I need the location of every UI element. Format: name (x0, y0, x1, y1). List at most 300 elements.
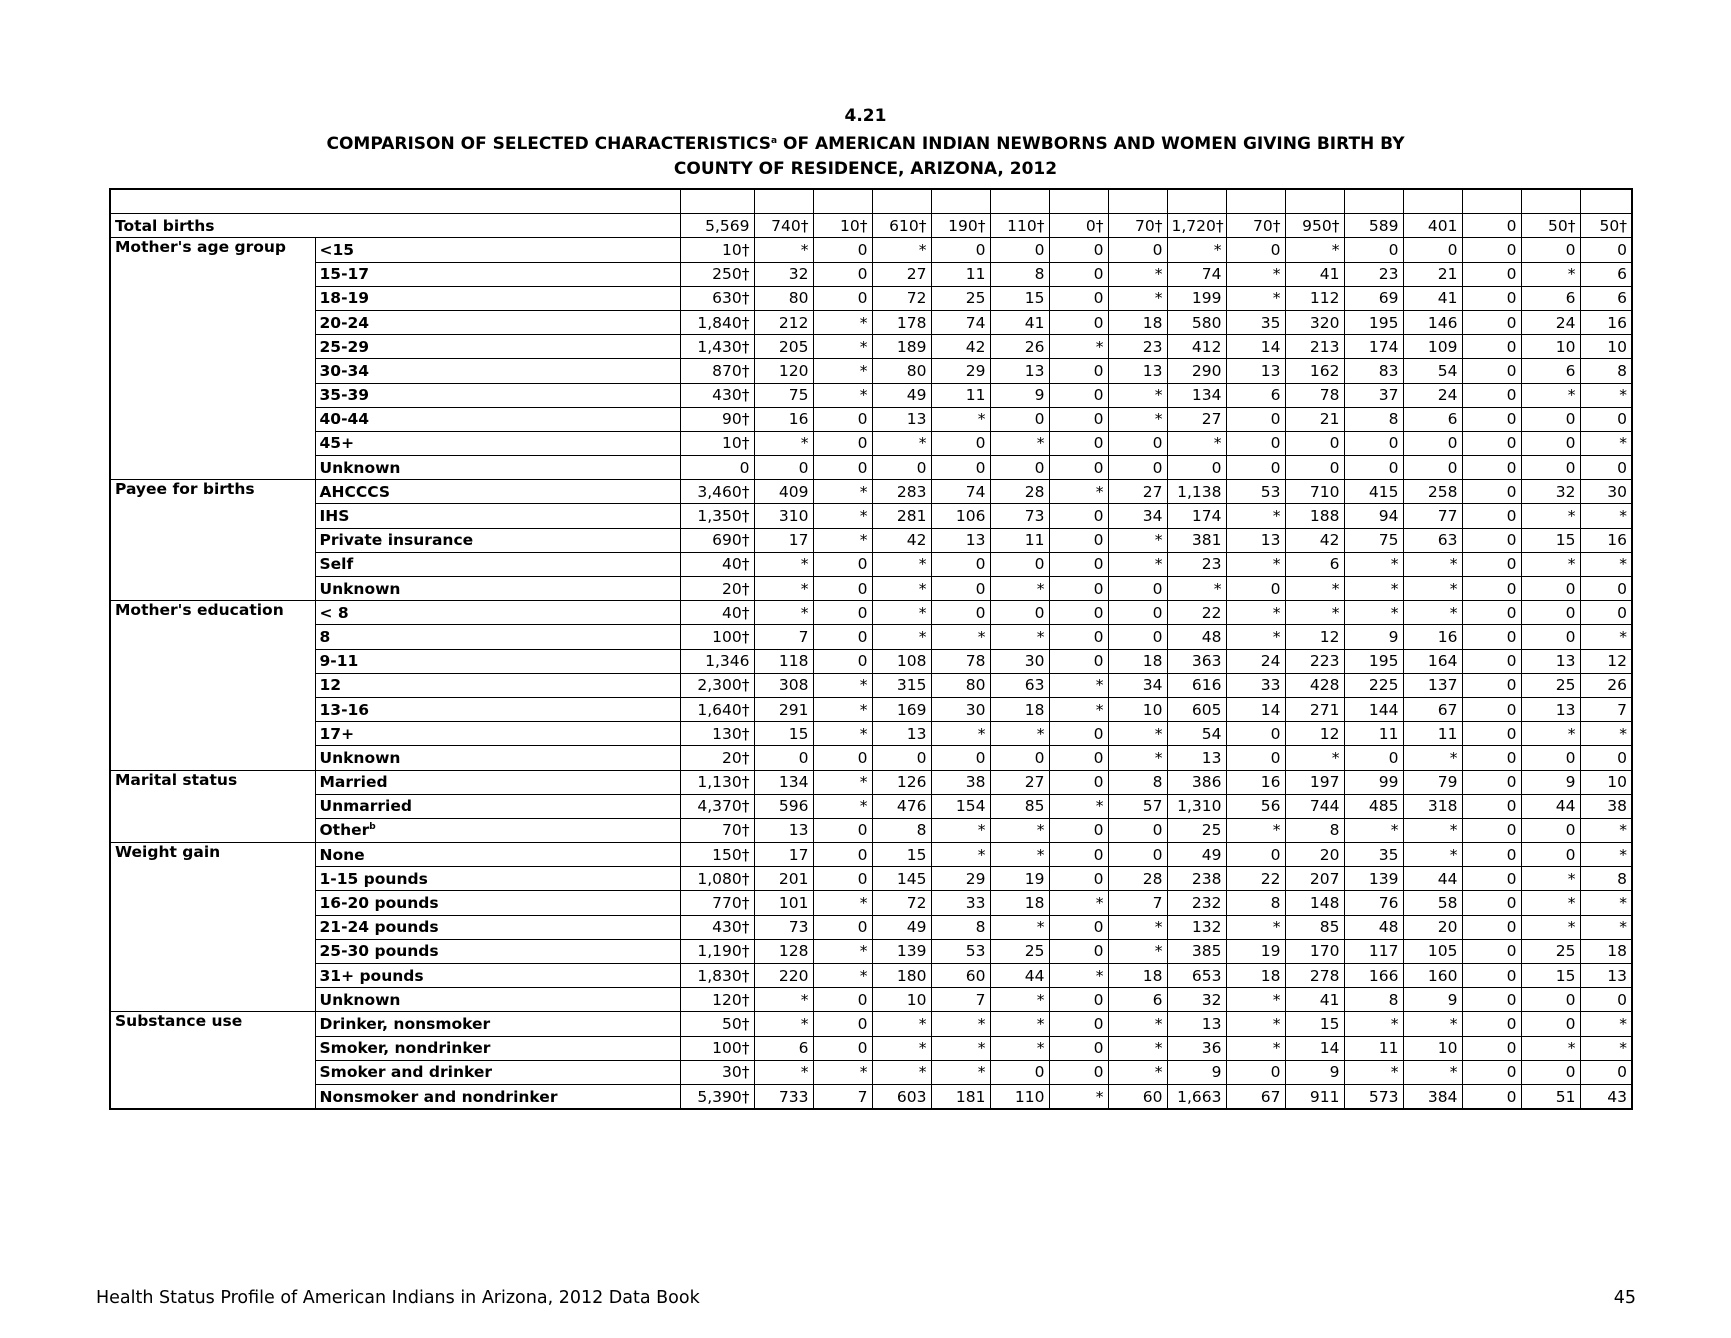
row-label: Total births (110, 214, 680, 238)
row-label (315, 1012, 680, 1036)
table-cell: * (990, 431, 1049, 455)
table-cell: * (813, 697, 872, 721)
table-cell: 0 (1521, 456, 1580, 480)
table-cell: 0 (1462, 818, 1521, 842)
row-label-text: 25-30 pounds (319, 942, 439, 961)
table-cell: 0 (990, 238, 1049, 262)
table-cell: * (754, 1012, 813, 1036)
table-cell: 144 (1344, 697, 1403, 721)
table-cell: 67 (1226, 1084, 1285, 1109)
table-cell: 48 (1344, 915, 1403, 939)
table-cell: 0 (931, 456, 990, 480)
table-cell: 13 (1580, 964, 1632, 988)
table-cell: 25 (1167, 818, 1226, 842)
table-cell: 386 (1167, 770, 1226, 794)
table-cell: 0 (931, 552, 990, 576)
table-cell: * (1285, 577, 1344, 601)
table-cell: * (1108, 1036, 1167, 1060)
row-label-text: 13-16 (319, 700, 370, 719)
table-cell: 8 (872, 818, 931, 842)
table-cell: * (1521, 383, 1580, 407)
table-cell: 0 (1462, 504, 1521, 528)
table-cell: * (813, 335, 872, 359)
table-cell: 0 (1049, 262, 1108, 286)
row-label-footnote: b (369, 822, 376, 833)
table-cell: * (813, 528, 872, 552)
table-title (0, 104, 1731, 182)
table-cell: 19 (990, 867, 1049, 891)
table-cell: 0 (1521, 1012, 1580, 1036)
table-cell: 0 (813, 407, 872, 431)
table-cell: 13 (872, 407, 931, 431)
category-label: Payee for births (110, 480, 315, 601)
row-label-text: Drinker, nonsmoker (319, 1014, 491, 1033)
table-cell: 0 (1403, 456, 1462, 480)
table-cell: 6 (1580, 286, 1632, 310)
table-cell: 150† (680, 843, 754, 867)
table-cell: 70† (1108, 214, 1167, 238)
table-cell: 35 (1226, 310, 1285, 334)
table-cell: 20 (1285, 843, 1344, 867)
table-cell: 139 (872, 939, 931, 963)
title-line-2: COUNTY OF RESIDENCE, ARIZONA, 2012 (673, 159, 1058, 179)
table-cell: * (1403, 601, 1462, 625)
table-cell: 1,190† (680, 939, 754, 963)
table-cell: * (1403, 577, 1462, 601)
table-cell: 77 (1403, 504, 1462, 528)
table-row (110, 1012, 1632, 1036)
table-cell: 139 (1344, 867, 1403, 891)
table-cell: 13 (1108, 359, 1167, 383)
table-cell: 27 (1167, 407, 1226, 431)
table-cell: 1,663 (1167, 1084, 1226, 1109)
table-cell: 0 (1462, 722, 1521, 746)
table-cell: 1,080† (680, 867, 754, 891)
table-cell: 5,569 (680, 214, 754, 238)
table-cell: 0 (1462, 431, 1521, 455)
table-cell: 589 (1344, 214, 1403, 238)
row-label-text: None (319, 845, 365, 864)
table-cell: * (1226, 601, 1285, 625)
table-cell: * (1580, 722, 1632, 746)
table-cell: * (754, 1060, 813, 1084)
table-cell: 0 (1049, 818, 1108, 842)
table-cell: * (813, 891, 872, 915)
table-cell: * (990, 1012, 1049, 1036)
table-cell: * (813, 794, 872, 818)
table-cell: 0 (1226, 1060, 1285, 1084)
table-cell: 0 (1285, 456, 1344, 480)
table-cell: 320 (1285, 310, 1344, 334)
table-cell: 57 (1108, 794, 1167, 818)
table-cell: 22 (1167, 601, 1226, 625)
table-cell: 6 (1285, 552, 1344, 576)
column-header (1226, 189, 1285, 214)
category-label: Mother's age group (110, 238, 315, 480)
table-cell: 44 (1403, 867, 1462, 891)
table-cell: 0 (931, 238, 990, 262)
table-row (110, 891, 1632, 915)
table-cell: 12 (1580, 649, 1632, 673)
table-cell: 7 (813, 1084, 872, 1109)
table-cell: 10 (1108, 697, 1167, 721)
table-cell: * (1580, 843, 1632, 867)
table-cell: 80 (872, 359, 931, 383)
table-cell: 770† (680, 891, 754, 915)
table-cell: 0 (1462, 649, 1521, 673)
table-cell: * (1521, 915, 1580, 939)
table-cell: * (1108, 939, 1167, 963)
table-cell: 0 (1049, 625, 1108, 649)
table-cell: 0 (1108, 625, 1167, 649)
table-cell: * (1403, 1060, 1462, 1084)
table-cell: 73 (990, 504, 1049, 528)
table-cell: 0 (1285, 431, 1344, 455)
table-cell: * (813, 1060, 872, 1084)
table-cell: 32 (1167, 988, 1226, 1012)
table-cell: 20† (680, 577, 754, 601)
table-cell: 17 (754, 528, 813, 552)
table-cell: 0 (813, 818, 872, 842)
table-cell: 1,430† (680, 335, 754, 359)
table-cell: 0 (1049, 1012, 1108, 1036)
table-cell: * (1108, 407, 1167, 431)
table-cell: 1,830† (680, 964, 754, 988)
table-cell: 11 (1344, 1036, 1403, 1060)
table-cell: 430† (680, 383, 754, 407)
table-cell: 162 (1285, 359, 1344, 383)
table-cell: 101 (754, 891, 813, 915)
table-cell: 0 (1462, 601, 1521, 625)
table-cell: 0 (1226, 431, 1285, 455)
row-label (315, 359, 680, 383)
table-cell: * (1344, 1060, 1403, 1084)
table-cell: 28 (990, 480, 1049, 504)
table-cell: 0 (813, 867, 872, 891)
table-cell: 83 (1344, 359, 1403, 383)
table-cell: 180 (872, 964, 931, 988)
table-cell: 30 (1580, 480, 1632, 504)
table-cell: 9 (1285, 1060, 1344, 1084)
table-cell: * (813, 504, 872, 528)
table-cell: 0 (1226, 722, 1285, 746)
table-cell: 16 (1580, 528, 1632, 552)
table-cell: * (1049, 697, 1108, 721)
table-cell: 174 (1344, 335, 1403, 359)
table-cell: 0 (1462, 383, 1521, 407)
row-label-text: < 8 (319, 603, 349, 622)
table-cell: * (872, 625, 931, 649)
table-cell: 0 (1462, 625, 1521, 649)
table-row (110, 577, 1632, 601)
table-cell: 11 (931, 262, 990, 286)
table-cell: 0 (1462, 697, 1521, 721)
column-header (1167, 189, 1226, 214)
table-cell: 105 (1403, 939, 1462, 963)
title-footnote-a: a (771, 136, 778, 146)
table-cell: * (1049, 673, 1108, 697)
row-label-text: 1-15 pounds (319, 869, 428, 888)
table-cell: * (813, 964, 872, 988)
table-cell: * (1580, 915, 1632, 939)
table-cell: 740† (754, 214, 813, 238)
table-cell: 0 (813, 988, 872, 1012)
table-row (110, 552, 1632, 576)
table-cell: 10 (1403, 1036, 1462, 1060)
table-cell: 27 (1108, 480, 1167, 504)
table-cell: 0 (1462, 867, 1521, 891)
table-cell: 0 (813, 843, 872, 867)
table-row (110, 335, 1632, 359)
table-cell: * (813, 480, 872, 504)
table-cell: 148 (1285, 891, 1344, 915)
table-cell: 6 (1521, 286, 1580, 310)
table-cell: 25 (1521, 939, 1580, 963)
table-cell: 0 (990, 407, 1049, 431)
table-cell: 605 (1167, 697, 1226, 721)
table-cell: 7 (1108, 891, 1167, 915)
row-label-text: Nonsmoker and nondrinker (319, 1087, 558, 1106)
table-cell: * (1049, 480, 1108, 504)
table-cell: 73 (754, 915, 813, 939)
table-cell: 9 (1403, 988, 1462, 1012)
table-cell: 0 (1049, 649, 1108, 673)
table-cell: 0 (1049, 1060, 1108, 1084)
table-cell: * (990, 577, 1049, 601)
table-cell: 30 (931, 697, 990, 721)
table-cell: * (1403, 552, 1462, 576)
table-cell: * (1108, 915, 1167, 939)
table-cell: 0 (1049, 286, 1108, 310)
row-label (315, 1036, 680, 1060)
table-cell: 18 (1108, 964, 1167, 988)
table-cell: 0 (1049, 1036, 1108, 1060)
table-cell: * (872, 1012, 931, 1036)
table-cell: 18 (990, 891, 1049, 915)
column-header (872, 189, 931, 214)
table-cell: 0 (1580, 456, 1632, 480)
table-cell: 690† (680, 528, 754, 552)
table-cell: 0† (1049, 214, 1108, 238)
row-label-text: 40-44 (319, 410, 370, 429)
table-cell: 0 (1226, 407, 1285, 431)
table-cell: 11 (1344, 722, 1403, 746)
table-cell: 0 (931, 431, 990, 455)
table-cell: * (1108, 528, 1167, 552)
table-cell: 0 (1108, 818, 1167, 842)
table-cell: 0 (1403, 238, 1462, 262)
table-cell: 13 (1226, 359, 1285, 383)
table-cell: 33 (1226, 673, 1285, 697)
table-cell: 78 (931, 649, 990, 673)
table-cell: 0 (1049, 939, 1108, 963)
row-label (315, 456, 680, 480)
table-number: 4.21 (844, 106, 887, 126)
table-cell: 63 (1403, 528, 1462, 552)
table-cell: 38 (931, 770, 990, 794)
table-cell: 10 (1580, 335, 1632, 359)
table-cell: 27 (990, 770, 1049, 794)
table-cell: 25 (990, 939, 1049, 963)
table-cell: * (1108, 746, 1167, 770)
table-cell: 258 (1403, 480, 1462, 504)
table-cell: 130† (680, 722, 754, 746)
table-cell: * (754, 552, 813, 576)
table-cell: 0 (1462, 528, 1521, 552)
table-cell: 0 (1462, 746, 1521, 770)
table-cell: 0 (1521, 407, 1580, 431)
table-row (110, 431, 1632, 455)
table-cell: 1,130† (680, 770, 754, 794)
table-cell: * (990, 915, 1049, 939)
table-cell: 0 (1462, 843, 1521, 867)
row-label-text: 21-24 pounds (319, 918, 439, 937)
row-label-text: Other (319, 821, 370, 840)
row-label-text: Unknown (319, 990, 401, 1009)
table-row (110, 964, 1632, 988)
table-cell: * (1580, 1036, 1632, 1060)
table-cell: 15 (872, 843, 931, 867)
row-label (315, 480, 680, 504)
table-row (110, 383, 1632, 407)
table-row (110, 359, 1632, 383)
row-label (315, 238, 680, 262)
table-cell: 36 (1167, 1036, 1226, 1060)
table-cell: 15 (990, 286, 1049, 310)
table-cell: * (813, 722, 872, 746)
table-cell: 6 (1521, 359, 1580, 383)
table-cell: 109 (1403, 335, 1462, 359)
table-cell: 169 (872, 697, 931, 721)
table-cell: 27 (872, 262, 931, 286)
column-header (990, 189, 1049, 214)
column-header-row (110, 189, 1632, 214)
table-cell: 207 (1285, 867, 1344, 891)
table-cell: 63 (990, 673, 1049, 697)
table-cell: 6 (1108, 988, 1167, 1012)
category-label: Mother's education (110, 601, 315, 770)
table-cell: 16 (1580, 310, 1632, 334)
table-cell: * (990, 818, 1049, 842)
table-cell: 271 (1285, 697, 1344, 721)
table-cell: 126 (872, 770, 931, 794)
table-cell: 401 (1403, 214, 1462, 238)
table-cell: * (1226, 818, 1285, 842)
table-cell: 291 (754, 697, 813, 721)
table-cell: 40† (680, 601, 754, 625)
table-row (110, 697, 1632, 721)
table-cell: 195 (1344, 649, 1403, 673)
table-cell: 195 (1344, 310, 1403, 334)
table-cell: 4,370† (680, 794, 754, 818)
table-cell: 11 (931, 383, 990, 407)
table-cell: 190† (931, 214, 990, 238)
row-label-text: Self (319, 555, 354, 574)
table-cell: 0 (1462, 552, 1521, 576)
table-cell: 90† (680, 407, 754, 431)
table-cell: 0 (1580, 746, 1632, 770)
table-cell: 41 (990, 310, 1049, 334)
table-cell: * (1108, 722, 1167, 746)
table-cell: 250† (680, 262, 754, 286)
row-label-text: 20-24 (319, 313, 370, 332)
table-cell: 409 (754, 480, 813, 504)
table-cell: 870† (680, 359, 754, 383)
table-cell: * (1049, 1084, 1108, 1109)
table-cell: 8 (1580, 867, 1632, 891)
table-cell: 8 (990, 262, 1049, 286)
table-cell: * (1580, 818, 1632, 842)
table-cell: * (1344, 577, 1403, 601)
table-cell: 428 (1285, 673, 1344, 697)
table-cell: 16 (1403, 625, 1462, 649)
row-label (315, 504, 680, 528)
table-cell: 50† (680, 1012, 754, 1036)
table-cell: 197 (1285, 770, 1344, 794)
table-cell: 24 (1521, 310, 1580, 334)
table-cell: * (872, 552, 931, 576)
column-header (1344, 189, 1403, 214)
table-cell: 0 (990, 456, 1049, 480)
table-cell: 11 (990, 528, 1049, 552)
category-label: Marital status (110, 770, 315, 843)
table-cell: 0 (813, 456, 872, 480)
table-cell: 37 (1344, 383, 1403, 407)
table-cell: 0 (1462, 456, 1521, 480)
table-cell: 733 (754, 1084, 813, 1109)
table-cell: 23 (1167, 552, 1226, 576)
table-cell: 0 (1462, 238, 1521, 262)
table-cell: * (1580, 504, 1632, 528)
table-cell: 0 (1462, 335, 1521, 359)
table-cell: 189 (872, 335, 931, 359)
column-header (1049, 189, 1108, 214)
table-cell: 710 (1285, 480, 1344, 504)
table-cell: 9 (990, 383, 1049, 407)
table-cell: 25 (1521, 673, 1580, 697)
table-cell: 0 (1521, 238, 1580, 262)
table-cell: 0 (1462, 359, 1521, 383)
table-cell: 7 (1580, 697, 1632, 721)
column-header (754, 189, 813, 214)
table-cell: * (1580, 625, 1632, 649)
table-cell: 616 (1167, 673, 1226, 697)
table-cell: 0 (1521, 843, 1580, 867)
row-label (315, 286, 680, 310)
table-cell: * (1226, 1036, 1285, 1060)
table-cell: 0 (1462, 480, 1521, 504)
table-cell: 0 (1462, 939, 1521, 963)
table-cell: 1,310 (1167, 794, 1226, 818)
table-cell: 49 (872, 383, 931, 407)
table-cell: 0 (754, 456, 813, 480)
row-label-text: IHS (319, 507, 350, 526)
column-header (813, 189, 872, 214)
row-label (315, 552, 680, 576)
table-cell: 0 (1226, 456, 1285, 480)
table-cell: 223 (1285, 649, 1344, 673)
table-cell: 188 (1285, 504, 1344, 528)
row-label (315, 577, 680, 601)
row-label (315, 939, 680, 963)
table-cell: 53 (931, 939, 990, 963)
table-cell: 29 (931, 867, 990, 891)
table-cell: 72 (872, 286, 931, 310)
table-cell: * (754, 238, 813, 262)
table-cell: 18 (1226, 964, 1285, 988)
table-cell: 7 (931, 988, 990, 1012)
table-cell: * (1403, 843, 1462, 867)
